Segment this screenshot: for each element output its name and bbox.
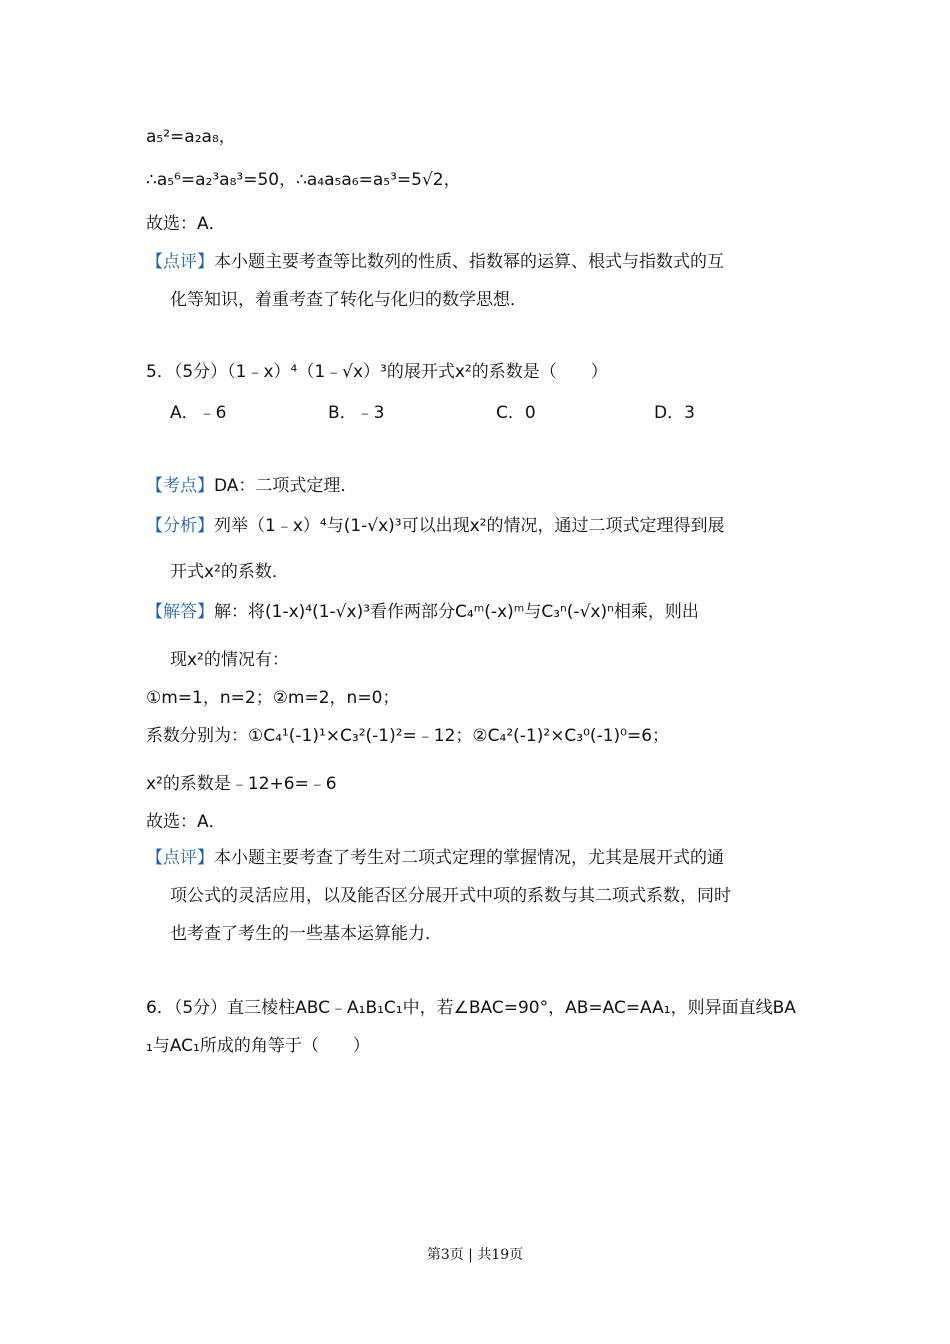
analysis-text-2: 开式x²的系数． xyxy=(170,562,289,582)
solution-line xyxy=(146,600,699,624)
question-6: 6．（5分）直三棱柱ABC﹣A₁B₁C₁中，若∠BAC=90°，AB=AC=AA₁，则异面直线BA xyxy=(146,998,796,1018)
comment-text-3: 本小题主要考查了考生对二项式定理的掌握情况，尤其是展开式的通 xyxy=(214,848,724,868)
option-d: D．3 xyxy=(654,403,695,423)
answer-line-2: 故选：A． xyxy=(146,812,226,832)
sum-line: x²的系数是﹣12+6=﹣6 xyxy=(146,774,337,794)
solution-text-2: 现x²的情况有： xyxy=(170,650,289,670)
question-5: 5．（5分）（1﹣x）⁴（1﹣√x）³的展开式x²的系数是（ ） xyxy=(146,362,608,382)
answer-line: 故选：A． xyxy=(146,214,226,234)
comment-tag-2: 【点评】 xyxy=(146,848,214,868)
solution-tag: 【解答】 xyxy=(146,602,214,622)
page-footer: 第3页 | 共19页 xyxy=(426,1247,524,1263)
comment-text-5: 也考查了考生的一些基本运算能力． xyxy=(170,924,442,944)
equation-line-2: ∴a₅⁶=a₂³a₈³=50，∴a₄a₅a₆=a₅³=5√2， xyxy=(146,170,461,190)
knowledge-tag: 【考点】 xyxy=(146,476,214,496)
analysis-text: 列举（1﹣x）⁴与(1-√x)³可以出现x²的情况，通过二项式定理得到展 xyxy=(214,516,725,536)
question-6-cont: ₁与AC₁所成的角等于（ ） xyxy=(146,1036,370,1056)
cases-line: ①m=1，n=2；②m=2，n=0； xyxy=(146,688,400,708)
analysis-tag: 【分析】 xyxy=(146,516,214,536)
knowledge-text: DA：二项式定理． xyxy=(214,476,358,496)
comment-line xyxy=(146,250,724,274)
comment-tag: 【点评】 xyxy=(146,252,214,272)
coefficients-line: 系数分别为：①C₄¹(-1)¹×C₃²(-1)²=﹣12；②C₄²(-1)²×C₃⁰(-1)⁰=6； xyxy=(146,726,670,746)
comment-text-2: 化等知识，着重考查了转化与化归的数学思想． xyxy=(170,290,527,310)
option-c: C．0 xyxy=(496,403,536,423)
comment-text-4: 项公式的灵活应用，以及能否区分展开式中项的系数与其二项式系数，同时 xyxy=(170,886,731,906)
analysis-line xyxy=(146,514,725,538)
comment-text: 本小题主要考查等比数列的性质、指数幂的运算、根式与指数式的互 xyxy=(214,252,724,272)
knowledge-point-line xyxy=(146,474,357,498)
option-b: B．﹣3 xyxy=(328,403,385,423)
option-a: A．﹣6 xyxy=(170,403,227,423)
solution-text: 解：将(1-x)⁴(1-√x)³看作两部分C₄ᵐ(-x)ᵐ与C₃ⁿ(-√x)ⁿ相乘，则出 xyxy=(214,602,699,622)
equation-line-1: a₅²=a₂a₈， xyxy=(146,127,236,147)
comment-line-2 xyxy=(146,846,724,870)
